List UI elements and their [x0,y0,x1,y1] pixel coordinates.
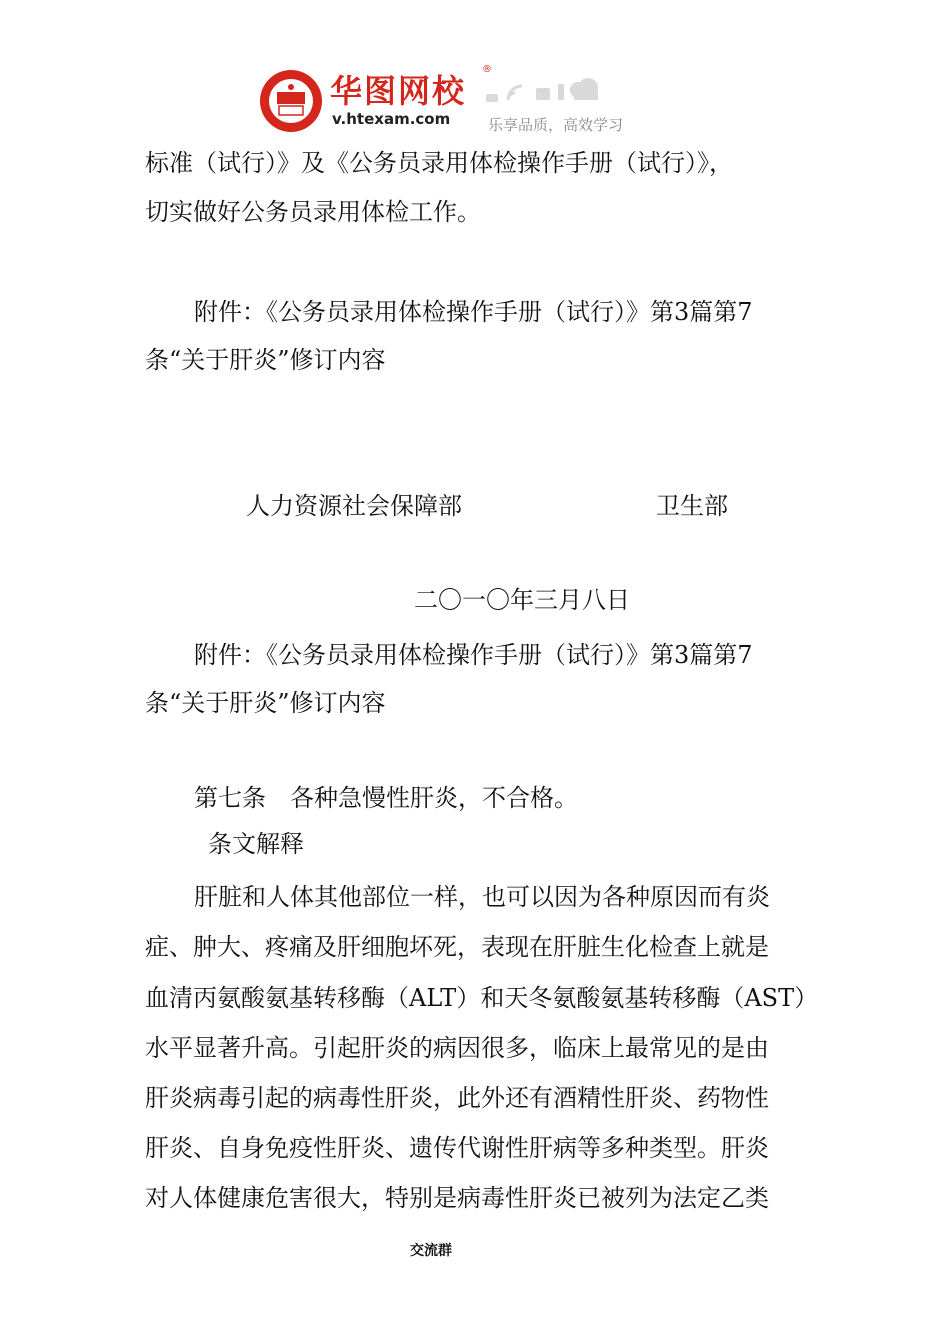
page-header [258,62,658,142]
footer-label: 交流群 [410,1243,452,1259]
slogan: 乐享品质，高效学习 [488,116,624,134]
section-heading: 条文解释 [208,830,304,858]
text-line: 症、肿大、疼痛及肝细胞坏死，表现在肝脏生化检查上就是 [145,933,769,961]
text-line: 条“关于肝炎”修订内容 [145,689,386,717]
site-url: v.htexam.com [332,110,451,128]
huatu-seal-logo [258,68,324,134]
text-line: 切实做好公务员录用体检工作。 [145,198,481,226]
decorative-icons [478,70,608,110]
text-line: 肝炎病毒引起的病毒性肝炎，此外还有酒精性肝炎、药物性 [145,1084,769,1112]
text-line: 附件：《公务员录用体检操作手册（试行）》第3篇第7 [194,641,753,669]
text-line: 肝炎、自身免疫性肝炎、遗传代谢性肝病等多种类型。肝炎 [145,1134,769,1162]
text-line: 肝脏和人体其他部位一样，也可以因为各种原因而有炎 [194,883,770,911]
signature-ministry-health: 卫生部 [656,492,728,520]
document-date: 二〇一〇年三月八日 [414,586,630,614]
registered-mark: ® [482,64,492,75]
brand-name: 华图网校 [330,72,467,110]
text-line: 附件：《公务员录用体检操作手册（试行）》第3篇第7 [194,298,753,326]
signature-ministry-hrss: 人力资源社会保障部 [246,492,462,520]
text-line: 水平显著升高。引起肝炎的病因很多，临床上最常见的是由 [145,1034,769,1062]
text-line: 血清丙氨酸氨基转移酶（ALT）和天冬氨酸氨基转移酶（AST） [145,984,819,1012]
text-line: 标准（试行）》及《公务员录用体检操作手册（试行）》， [145,149,733,177]
article-heading: 第七条 各种急慢性肝炎，不合格。 [194,784,578,812]
text-line: 对人体健康危害很大，特别是病毒性肝炎已被列为法定乙类 [145,1184,769,1212]
text-line: 条“关于肝炎”修订内容 [145,346,386,374]
